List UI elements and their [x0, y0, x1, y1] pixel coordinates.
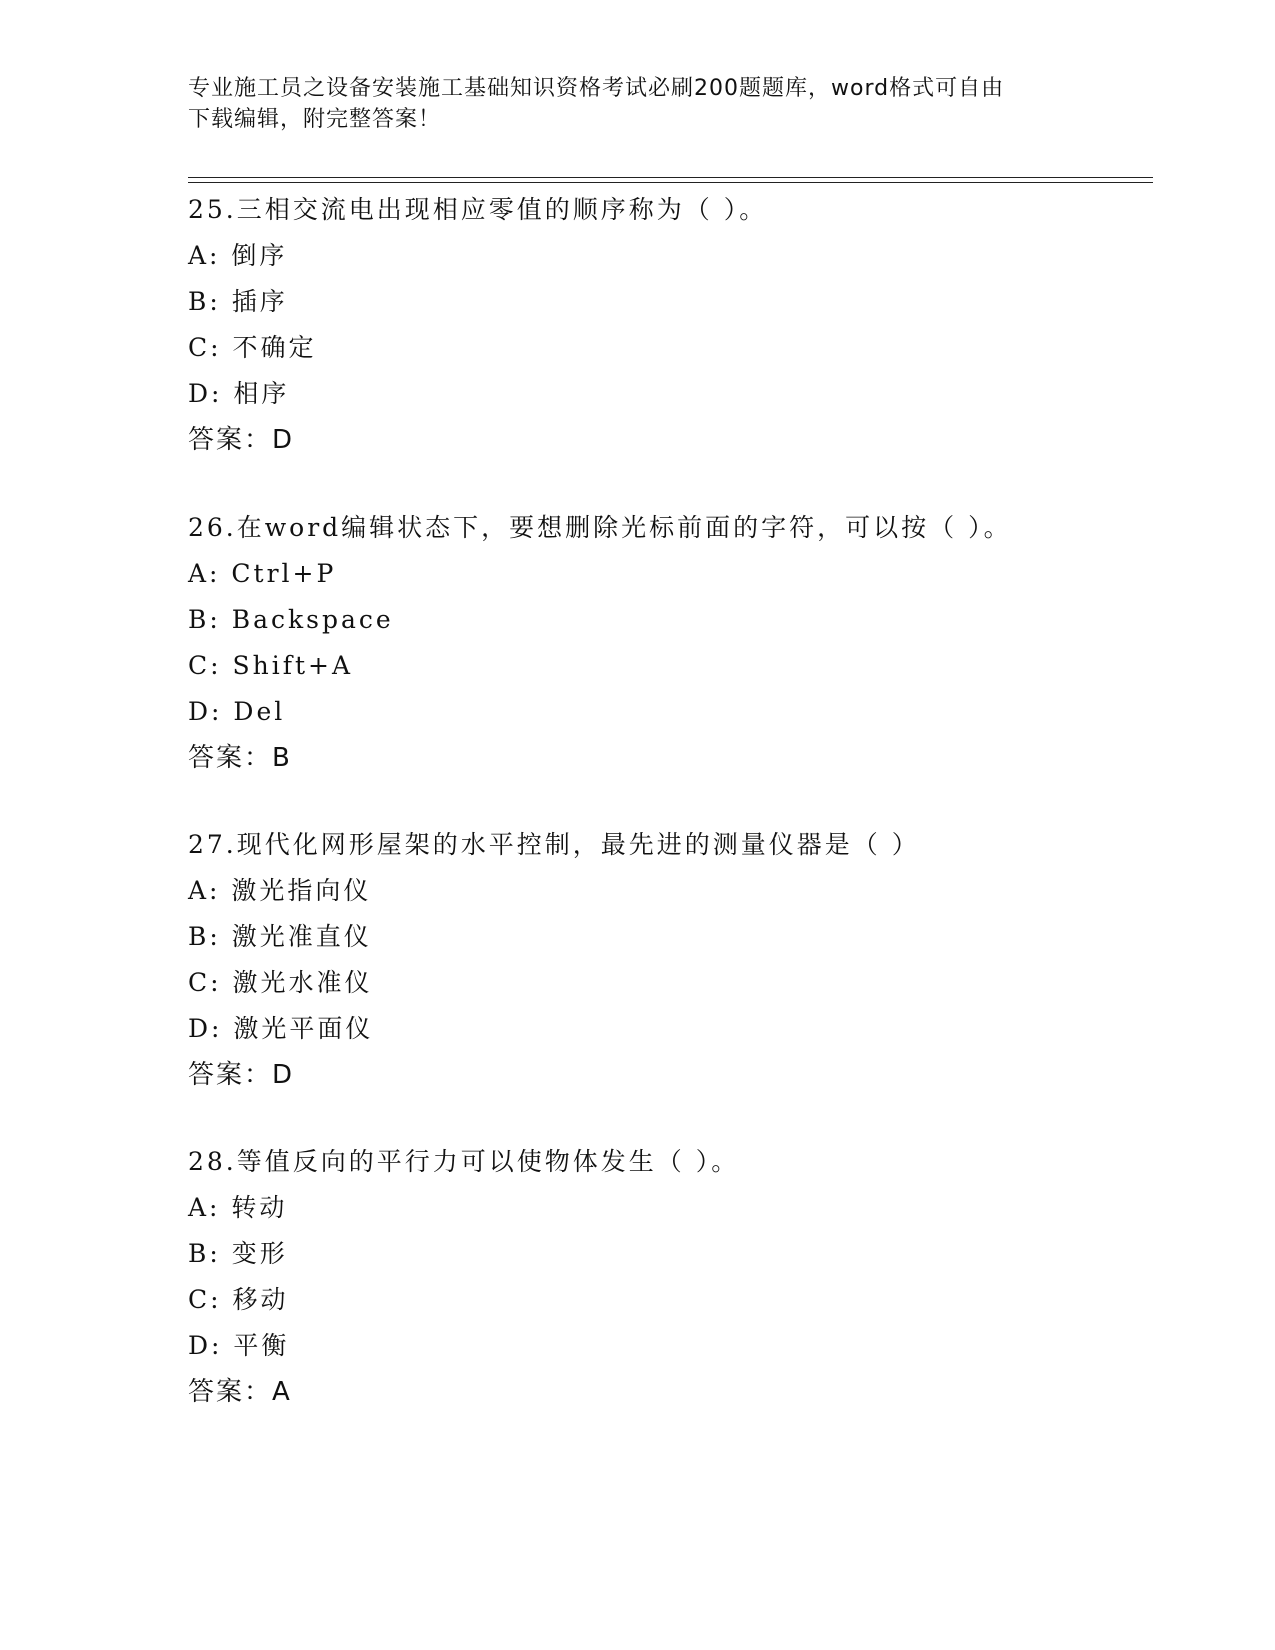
header-line-1: 专业施工员之设备安装施工基础知识资格考试必刷200题题库，word格式可自由 — [188, 76, 1005, 101]
header-line-2: 下载编辑，附完整答案！ — [188, 107, 442, 132]
option-d: D: 激光平面仪 — [188, 1014, 374, 1043]
answer: 答案：B — [188, 743, 292, 773]
question-stem: 28.等值反向的平行力可以使物体发生（ ）。 — [188, 1147, 740, 1176]
option-c: C: 移动 — [188, 1285, 289, 1314]
answer: 答案：D — [188, 1060, 295, 1090]
question-stem: 27.现代化网形屋架的水平控制，最先进的测量仪器是（ ） — [188, 830, 920, 859]
question-stem: 26.在word编辑状态下，要想删除光标前面的字符，可以按（ ）。 — [188, 513, 1012, 542]
question-27 — [188, 822, 1148, 1098]
header-divider-bottom — [188, 182, 1153, 183]
option-c: C: 不确定 — [188, 333, 317, 362]
option-b: B: 变形 — [188, 1239, 288, 1268]
answer: 答案：D — [188, 425, 295, 455]
header-divider-top — [188, 177, 1153, 178]
answer: 答案：A — [188, 1377, 292, 1407]
option-a: A: Ctrl+P — [188, 559, 337, 588]
option-b: B: 插序 — [188, 287, 288, 316]
option-d: D: Del — [188, 697, 286, 726]
option-c: C: 激光水准仪 — [188, 968, 373, 997]
document-header — [188, 73, 1068, 135]
option-c: C: Shift+A — [188, 651, 354, 680]
question-28 — [188, 1139, 1148, 1415]
option-b: B: 激光准直仪 — [188, 922, 372, 951]
option-a: A: 倒序 — [188, 241, 288, 270]
question-25 — [188, 187, 1148, 463]
option-d: D: 相序 — [188, 379, 290, 408]
question-stem: 25.三相交流电出现相应零值的顺序称为（ ）。 — [188, 195, 768, 224]
option-a: A: 激光指向仪 — [188, 876, 372, 905]
question-26 — [188, 505, 1148, 781]
option-d: D: 平衡 — [188, 1331, 290, 1360]
option-b: B: Backspace — [188, 605, 394, 634]
option-a: A: 转动 — [188, 1193, 288, 1222]
